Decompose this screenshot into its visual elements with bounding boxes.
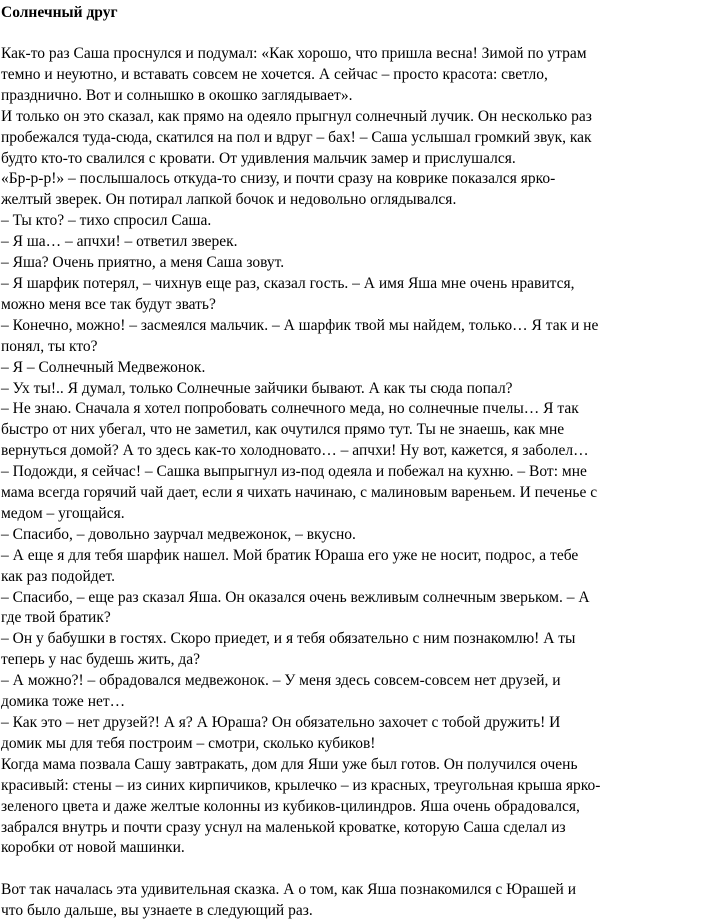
text-line: что было дальше, вы узнаете в следующий раз. xyxy=(1,902,313,920)
story-ending xyxy=(1,880,703,922)
text-line: – Ты кто? – тихо спросил Саша. xyxy=(1,212,212,230)
text-line: медом – угощайся. xyxy=(1,504,125,522)
text-line: – Спасибо, – довольно заурчал медвежонок, – вкусно. xyxy=(1,525,356,543)
text-line: зеленого цвета и даже желтые колонны из кубиков-цилиндров. Яша очень обрадовался, xyxy=(1,797,580,815)
text-line: Как-то раз Саша проснулся и подумал: «Как хорошо, что пришла весна! Зимой по утрам xyxy=(1,45,587,62)
text-line: Вот так началась эта удивительная сказка. А о том, как Яша познакомился с Юрашей и xyxy=(1,881,577,899)
text-line: будто кто-то свалился с кровати. От удивления мальчик замер и прислушался. xyxy=(1,149,516,167)
text-line: – Как это – нет друзей?! А я? А Юраша? Он обязательно захочет с тобой дружить! И xyxy=(1,714,561,731)
text-line: где твой братик? xyxy=(1,609,111,627)
story-body xyxy=(1,44,703,859)
text-line: темно и неуютно, и вставать совсем не хочется. А сейчас – просто красота: светло, xyxy=(1,65,548,83)
text-line: «Бр-р-р!» – послышалось откуда-то снизу, и почти сразу на коврике показался ярко- xyxy=(1,170,556,188)
text-line: быстро от них убегал, что не заметил, как очутился прямо тут. Ты не знаешь, как мне xyxy=(1,421,565,439)
text-line: коробки от новой машинки. xyxy=(1,839,185,857)
text-line: теперь у нас будешь жить, да? xyxy=(1,651,201,669)
text-line: – Он у бабушки в гостях. Скоро приедет, и я тебя обязательно с ним познакомлю! А ты xyxy=(1,630,576,648)
story-title: Солнечный друг xyxy=(1,4,118,21)
text-line: желтый зверек. Он потирал лапкой бочок и недовольно оглядывался. xyxy=(1,191,457,209)
spacer xyxy=(1,859,703,880)
text-line: мама всегда горячий чай дает, если я чихать начинаю, с малиновым вареньем. И печенье с xyxy=(1,484,598,502)
document xyxy=(1,2,703,922)
text-line: красивый: стены – из синих кирпичиков, крылечко – из красных, треугольная крыша ярко- xyxy=(1,776,601,794)
text-line: И только он это сказал, как прямо на одеяло прыгнул солнечный лучик. Он несколько раз xyxy=(1,107,592,125)
text-line: домика тоже нет… xyxy=(1,693,126,711)
text-line: – А еще я для тебя шарфик нашел. Мой братик Юраша его уже не носит, подрос, а тебе xyxy=(1,546,579,564)
text-line: – А можно?! – обрадовался медвежонок. – У меня здесь совсем-совсем нет друзей, и xyxy=(1,672,561,690)
text-line: – Конечно, можно! – засмеялся мальчик. – А шарфик твой мы найдем, только… Я так и не xyxy=(1,316,599,334)
text-line: – Яша? Очень приятно, а меня Саша зовут. xyxy=(1,254,285,272)
text-line: Когда мама позвала Сашу завтракать, дом для Яши уже был готов. Он получился очень xyxy=(1,755,578,773)
text-line: забрался внутрь и почти сразу уснул на маленькой кроватке, которую Саша сделал из xyxy=(1,818,566,836)
text-line: пробежался туда-сюда, скатился на пол и вдруг – бах! – Саша услышал громкий звук, как xyxy=(1,128,592,146)
text-line: можно меня все так будут звать? xyxy=(1,295,216,313)
text-line: – Спасибо, – еще раз сказал Яша. Он оказался очень вежливым солнечным зверьком. – А xyxy=(1,588,590,606)
text-line: – Не знаю. Сначала я хотел попробовать солнечного меда, но солнечные пчелы… Я так xyxy=(1,400,579,418)
text-line: домик мы для тебя построим – смотри, сколько кубиков! xyxy=(1,734,376,752)
text-line: понял, ты кто? xyxy=(1,337,98,355)
text-line: – Я – Солнечный Медвежонок. xyxy=(1,358,206,376)
text-line: – Я шарфик потерял, – чихнув еще раз, сказал гость. – А имя Яша мне очень нравится, xyxy=(1,274,575,292)
text-line: – Подожди, я сейчас! – Сашка выпрыгнул из-под одеяла и побежал на кухню. – Вот: мне xyxy=(1,463,587,481)
text-line: празднично. Вот и солнышко в окошко заглядывает». xyxy=(1,86,353,104)
text-line: как раз подойдет. xyxy=(1,567,115,585)
spacer xyxy=(1,23,703,44)
text-line: – Я ша… – апчхи! – ответил зверек. xyxy=(1,233,238,251)
text-line: – Ух ты!.. Я думал, только Солнечные зайчики бывают. А как ты сюда попал? xyxy=(1,379,513,397)
text-line: вернуться домой? А то здесь как-то холодновато… – апчхи! Ну вот, кажется, я заболел… xyxy=(1,442,589,460)
